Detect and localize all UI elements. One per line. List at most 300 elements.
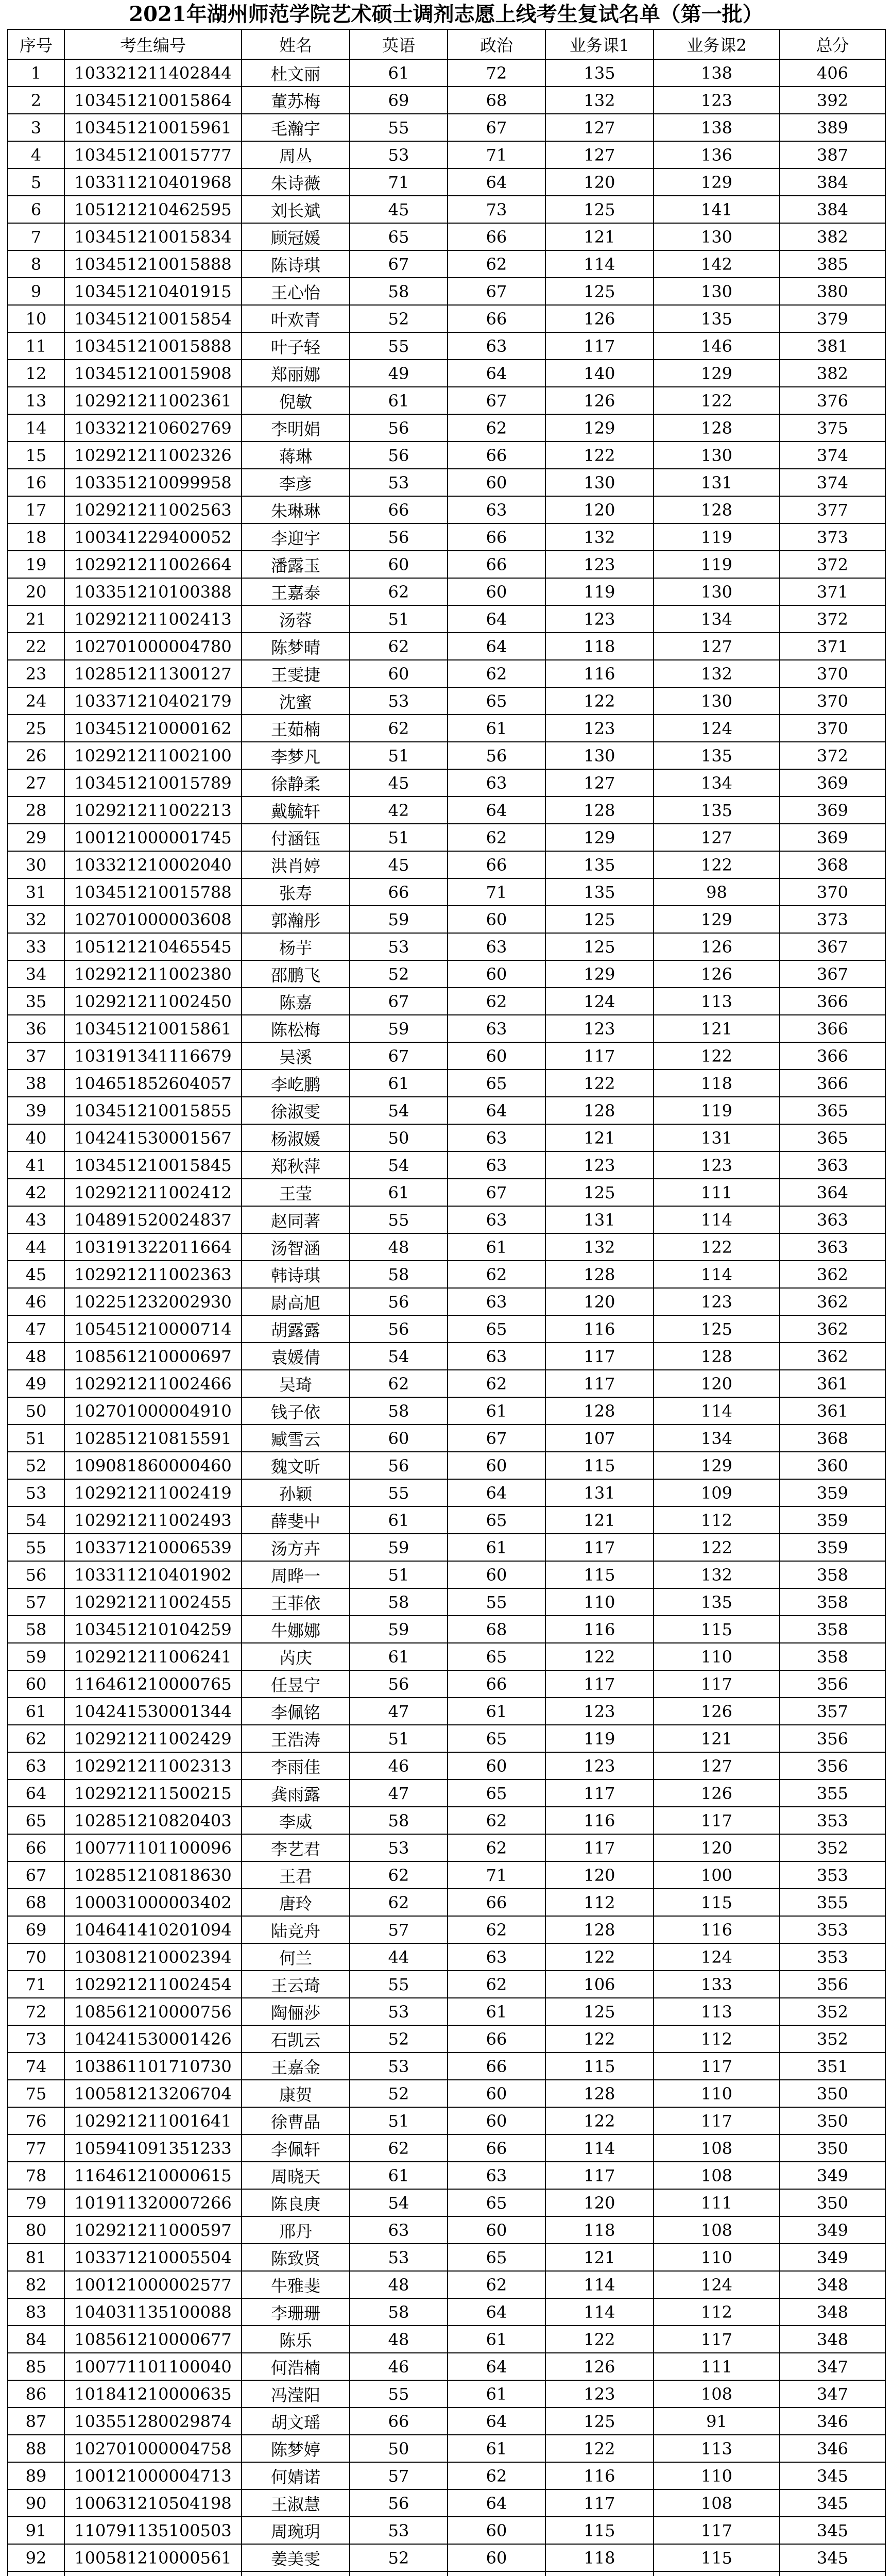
cell-seq: 84: [8, 2326, 64, 2353]
cell-subject-1: 116: [545, 1616, 654, 1643]
cell-english: 58: [350, 278, 448, 305]
cell-exam-number: 103451210015789: [64, 769, 242, 796]
cell-seq: 34: [8, 960, 64, 988]
cell-politics: 68: [448, 1616, 545, 1643]
cell-exam-number: 103371210402179: [64, 687, 242, 715]
cell-subject-2: 135: [654, 305, 780, 332]
cell-english: 60: [350, 551, 448, 578]
cell-name: 蒋琳: [242, 442, 350, 469]
cell-politics: 66: [448, 851, 545, 878]
table-row: [8, 1261, 885, 1288]
cell-total: 346: [780, 2408, 885, 2435]
cell-name: 朱诗薇: [242, 168, 350, 196]
cell-subject-2: 113: [654, 988, 780, 1015]
cell-total: 371: [780, 633, 885, 660]
cell-politics: 64: [448, 168, 545, 196]
cell-seq: 76: [8, 2107, 64, 2134]
cell-english: 47: [350, 1698, 448, 1725]
cell-seq: 17: [8, 496, 64, 523]
cell-politics: 62: [448, 2462, 545, 2489]
table-row: [8, 1616, 885, 1643]
cell-subject-2: 130: [654, 223, 780, 250]
cell-name: 王淑慧: [242, 2489, 350, 2517]
table-row: [8, 1179, 885, 1206]
table-row: [8, 1015, 885, 1042]
cell-name: 李佩铭: [242, 1698, 350, 1725]
cell-total: 368: [780, 1425, 885, 1452]
cell-subject-2: 136: [654, 141, 780, 168]
cell-subject-2: 122: [654, 1042, 780, 1070]
cell-exam-number: 102921211002454: [64, 1971, 242, 1998]
cell-name: 何浩楠: [242, 2353, 350, 2380]
cell-total: 389: [780, 114, 885, 141]
cell-total: 359: [780, 1506, 885, 1534]
cell-total: 371: [780, 578, 885, 605]
cell-subject-1: 125: [545, 906, 654, 933]
cell-subject-2: 134: [654, 769, 780, 796]
cell-politics: 66: [448, 523, 545, 551]
cell-english: 61: [350, 1179, 448, 1206]
cell-seq: 68: [8, 1889, 64, 1916]
cell-english: 52: [350, 960, 448, 988]
cell-politics: 65: [448, 687, 545, 715]
cell-exam-number: 103451210015888: [64, 250, 242, 278]
cell-exam-number: 101911320007266: [64, 2189, 242, 2216]
cell-politics: 65: [448, 1070, 545, 1097]
cell-english: 45: [350, 851, 448, 878]
cell-politics: 72: [448, 59, 545, 87]
cell-subject-1: 128: [545, 796, 654, 824]
cell-subject-2: [654, 2571, 780, 2576]
header-subject-1: 业务课1: [545, 29, 654, 59]
cell-subject-2: 132: [654, 1561, 780, 1588]
cell-exam-number: 102921211001641: [64, 2107, 242, 2134]
cell-total: 350: [780, 2134, 885, 2162]
cell-exam-number: 104031135100088: [64, 2298, 242, 2326]
cell-name: 董苏梅: [242, 87, 350, 114]
cell-total: 364: [780, 1179, 885, 1206]
cell-exam-number: 100121000002577: [64, 2271, 242, 2298]
cell-total: 375: [780, 414, 885, 442]
cell-exam-number: 102921211002429: [64, 1725, 242, 1752]
cell-total: 358: [780, 1588, 885, 1616]
cell-subject-1: 120: [545, 496, 654, 523]
cell-subject-2: 117: [654, 2107, 780, 2134]
table-row: [8, 1943, 885, 1971]
table-row: [8, 1780, 885, 1807]
table-row: [8, 1752, 885, 1780]
cell-name: 李雨佳: [242, 1752, 350, 1780]
table-row: [8, 1370, 885, 1397]
cell-name: 牛娜娜: [242, 1616, 350, 1643]
cell-english: 62: [350, 633, 448, 660]
cell-seq: 70: [8, 1943, 64, 1971]
cell-politics: 66: [448, 2053, 545, 2080]
cell-exam-number: 102921211002664: [64, 551, 242, 578]
cell-exam-number: 103351210100388: [64, 578, 242, 605]
cell-exam-number: 100121000001745: [64, 824, 242, 851]
cell-english: 44: [350, 1943, 448, 1971]
cell-subject-1: 110: [545, 1588, 654, 1616]
cell-subject-2: 128: [654, 414, 780, 442]
cell-english: 62: [350, 1889, 448, 1916]
cell-seq: 8: [8, 250, 64, 278]
cell-subject-1: 132: [545, 523, 654, 551]
table-row: [8, 1452, 885, 1479]
cell-english: 66: [350, 496, 448, 523]
cell-total: 347: [780, 2380, 885, 2408]
cell-english: 58: [350, 1807, 448, 1834]
cell-exam-number: 103351210099958: [64, 469, 242, 496]
cell-politics: 60: [448, 906, 545, 933]
table-row: [8, 1288, 885, 1315]
cell-total: 365: [780, 1097, 885, 1124]
cell-name: 杜文丽: [242, 59, 350, 87]
cell-subject-2: 117: [654, 2326, 780, 2353]
cell-name: 郑秋萍: [242, 1151, 350, 1179]
cell-english: 57: [350, 2462, 448, 2489]
cell-politics: 60: [448, 1042, 545, 1070]
cell-name: 周晔一: [242, 1561, 350, 1588]
cell-exam-number: 102851211300127: [64, 660, 242, 687]
cell-subject-1: 128: [545, 1397, 654, 1425]
cell-english: 58: [350, 1397, 448, 1425]
cell-english: 59: [350, 1534, 448, 1561]
table-row: [8, 988, 885, 1015]
cell-exam-number: 102921211002380: [64, 960, 242, 988]
cell-subject-2: 128: [654, 496, 780, 523]
cell-total: 352: [780, 1998, 885, 2025]
cell-exam-number: 108561210000756: [64, 1998, 242, 2025]
cell-subject-2: 108: [654, 2380, 780, 2408]
cell-exam-number: 103451210401915: [64, 278, 242, 305]
cell-total: 350: [780, 2107, 885, 2134]
cell-seq: 3: [8, 114, 64, 141]
cell-english: 63: [350, 2216, 448, 2244]
cell-subject-1: 117: [545, 2489, 654, 2517]
table-row: [8, 223, 885, 250]
cell-total: 370: [780, 878, 885, 906]
table-row: [8, 360, 885, 387]
cell-subject-2: 123: [654, 87, 780, 114]
cell-total: [780, 2571, 885, 2576]
cell-english: 62: [350, 715, 448, 742]
header-english: 英语: [350, 29, 448, 59]
cell-exam-number: 108561210000677: [64, 2326, 242, 2353]
cell-subject-1: 130: [545, 469, 654, 496]
cell-politics: 65: [448, 2244, 545, 2271]
cell-politics: 60: [448, 2080, 545, 2107]
cell-total: 369: [780, 769, 885, 796]
table-row: [8, 1971, 885, 1998]
cell-subject-1: 128: [545, 1261, 654, 1288]
cell-subject-2: 130: [654, 442, 780, 469]
cell-seq: 38: [8, 1070, 64, 1097]
header-exam-number: 考生编号: [64, 29, 242, 59]
cell-name: 陈良庚: [242, 2189, 350, 2216]
cell-seq: 63: [8, 1752, 64, 1780]
cell-english: 56: [350, 414, 448, 442]
cell-subject-1: 126: [545, 387, 654, 414]
cell-english: 66: [350, 2408, 448, 2435]
cell-subject-1: 132: [545, 1233, 654, 1261]
cell-subject-2: 134: [654, 605, 780, 633]
cell-exam-number: 109081860000460: [64, 1452, 242, 1479]
cell-subject-1: 114: [545, 250, 654, 278]
cell-politics: 63: [448, 332, 545, 360]
table-row: [8, 1698, 885, 1725]
cell-name: 倪敏: [242, 387, 350, 414]
cell-subject-2: 134: [654, 1425, 780, 1452]
cell-total: 355: [780, 1780, 885, 1807]
cell-name: 胡露露: [242, 1315, 350, 1343]
table-row: [8, 87, 885, 114]
cell-name: 任昱宁: [242, 1670, 350, 1698]
cell-seq: 48: [8, 1343, 64, 1370]
cell-seq: 60: [8, 1670, 64, 1698]
cell-exam-number: 103551280029874: [64, 2408, 242, 2435]
cell-english: 58: [350, 1261, 448, 1288]
cell-english: 50: [350, 2435, 448, 2462]
cell-name: 李威: [242, 1807, 350, 1834]
cell-total: 366: [780, 1070, 885, 1097]
cell-politics: 60: [448, 578, 545, 605]
table-row: [8, 633, 885, 660]
cell-name: 吴溪: [242, 1042, 350, 1070]
table-row: [8, 1479, 885, 1506]
cell-name: 王莹: [242, 1179, 350, 1206]
cell-subject-1: 118: [545, 2216, 654, 2244]
cell-total: 356: [780, 1670, 885, 1698]
cell-total: 346: [780, 2435, 885, 2462]
cell-seq: 9: [8, 278, 64, 305]
table-row: [8, 796, 885, 824]
cell-total: 372: [780, 742, 885, 769]
cell-english: 56: [350, 2489, 448, 2517]
cell-subject-1: 126: [545, 2353, 654, 2380]
cell-subject-2: 127: [654, 633, 780, 660]
cell-total: 348: [780, 2326, 885, 2353]
cell-seq: 89: [8, 2462, 64, 2489]
cell-english: 62: [350, 578, 448, 605]
cell-subject-1: 122: [545, 2107, 654, 2134]
cell-politics: 63: [448, 2162, 545, 2189]
cell-subject-1: 125: [545, 196, 654, 223]
cell-subject-1: 125: [545, 278, 654, 305]
cell-subject-1: 117: [545, 1343, 654, 1370]
cell-english: 60: [350, 660, 448, 687]
cell-seq: 52: [8, 1452, 64, 1479]
cell-subject-2: 124: [654, 715, 780, 742]
cell-politics: 64: [448, 796, 545, 824]
cell-total: 406: [780, 59, 885, 87]
cell-english: 61: [350, 387, 448, 414]
cell-seq: 39: [8, 1097, 64, 1124]
cell-total: 370: [780, 687, 885, 715]
cell-name: 李明娟: [242, 414, 350, 442]
cell-total: 384: [780, 168, 885, 196]
table-row: [8, 196, 885, 223]
cell-exam-number: 104241530001426: [64, 2025, 242, 2053]
cell-english: 71: [350, 168, 448, 196]
cell-subject-1: 115: [545, 2517, 654, 2544]
cell-subject-1: 123: [545, 715, 654, 742]
cell-subject-2: 119: [654, 1097, 780, 1124]
cell-english: 56: [350, 442, 448, 469]
table-row: [8, 605, 885, 633]
cell-total: 377: [780, 496, 885, 523]
cell-name: 牛雅斐: [242, 2271, 350, 2298]
cell-subject-2: 131: [654, 469, 780, 496]
cell-politics: 60: [448, 2216, 545, 2244]
cell-name: 王心怡: [242, 278, 350, 305]
cell-english: 55: [350, 332, 448, 360]
cell-exam-number: 102701000003608: [64, 906, 242, 933]
cell-exam-number: 116461210000615: [64, 2162, 242, 2189]
cell-english: 61: [350, 1506, 448, 1534]
cell-seq: 72: [8, 1998, 64, 2025]
header-seq: 序号: [8, 29, 64, 59]
cell-seq: 18: [8, 523, 64, 551]
cell-name: 戴毓轩: [242, 796, 350, 824]
cell-english: 48: [350, 2326, 448, 2353]
cell-name: 何兰: [242, 1943, 350, 1971]
cell-politics: 61: [448, 1233, 545, 1261]
cell-subject-1: 123: [545, 605, 654, 633]
cell-seq: 92: [8, 2544, 64, 2571]
cell-seq: 69: [8, 1916, 64, 1943]
cell-name: 潘露玉: [242, 551, 350, 578]
cell-english: 53: [350, 2053, 448, 2080]
cell-english: 52: [350, 2544, 448, 2571]
cell-total: 366: [780, 1042, 885, 1070]
cell-seq: 42: [8, 1179, 64, 1206]
cell-seq: 35: [8, 988, 64, 1015]
cell-name: 王嘉金: [242, 2053, 350, 2080]
cell-politics: 60: [448, 2517, 545, 2544]
cell-english: 54: [350, 1097, 448, 1124]
cell-subject-2: 123: [654, 1151, 780, 1179]
cell-total: 381: [780, 332, 885, 360]
cell-subject-1: 122: [545, 2435, 654, 2462]
cell-politics: [448, 2571, 545, 2576]
cell-politics: 62: [448, 988, 545, 1015]
table-row: [8, 168, 885, 196]
cell-subject-1: 112: [545, 1889, 654, 1916]
cell-politics: 62: [448, 1916, 545, 1943]
cell-name: 郑丽娜: [242, 360, 350, 387]
cell-seq: 25: [8, 715, 64, 742]
cell-seq: 79: [8, 2189, 64, 2216]
cell-subject-2: 123: [654, 1288, 780, 1315]
cell-subject-2: 129: [654, 906, 780, 933]
cell-politics: 64: [448, 1097, 545, 1124]
cell-politics: 63: [448, 1343, 545, 1370]
cell-politics: 67: [448, 387, 545, 414]
cell-english: 69: [350, 87, 448, 114]
cell-name: 李迎宇: [242, 523, 350, 551]
cell-exam-number: 110791135100503: [64, 2517, 242, 2544]
cell-name: 孙颖: [242, 1479, 350, 1506]
candidate-table: [7, 29, 886, 2576]
cell-exam-number: 100771101100096: [64, 1834, 242, 1861]
table-row: [8, 1233, 885, 1261]
cell-seq: 26: [8, 742, 64, 769]
cell-total: 362: [780, 1343, 885, 1370]
cell-subject-1: 118: [545, 2544, 654, 2571]
cell-total: 373: [780, 906, 885, 933]
cell-exam-number: 100771101100040: [64, 2353, 242, 2380]
cell-exam-number: 102701000004910: [64, 1397, 242, 1425]
cell-subject-1: 117: [545, 1370, 654, 1397]
table-row: [8, 769, 885, 796]
cell-name: 陈致贤: [242, 2244, 350, 2271]
cell-subject-1: 115: [545, 1561, 654, 1588]
cell-name: 邵鹏飞: [242, 960, 350, 988]
cell-subject-1: 125: [545, 933, 654, 960]
cell-name: 沈蜜: [242, 687, 350, 715]
cell-english: 55: [350, 1206, 448, 1233]
cell-politics: 60: [448, 1452, 545, 1479]
cell-english: 62: [350, 1370, 448, 1397]
cell-subject-1: 135: [545, 59, 654, 87]
cell-subject-2: 128: [654, 1343, 780, 1370]
cell-name: 叶子轻: [242, 332, 350, 360]
cell-total: 373: [780, 523, 885, 551]
cell-total: 353: [780, 1943, 885, 1971]
table-row: [8, 1206, 885, 1233]
cell-exam-number: 102921211500215: [64, 1780, 242, 1807]
cell-subject-1: 125: [545, 1179, 654, 1206]
cell-subject-2: 112: [654, 2025, 780, 2053]
cell-seq: 91: [8, 2517, 64, 2544]
cell-total: 367: [780, 960, 885, 988]
cell-name: 汤蓉: [242, 605, 350, 633]
cell-subject-2: 135: [654, 742, 780, 769]
table-row: [8, 2162, 885, 2189]
cell-total: 349: [780, 2216, 885, 2244]
cell-exam-number: 103371210006539: [64, 1534, 242, 1561]
cell-subject-2: 131: [654, 1124, 780, 1151]
table-row: [8, 906, 885, 933]
cell-name: 郭瀚彤: [242, 906, 350, 933]
cell-subject-1: 122: [545, 687, 654, 715]
cell-name: [242, 2571, 350, 2576]
cell-total: 382: [780, 360, 885, 387]
cell-seq: 54: [8, 1506, 64, 1534]
table-row: [8, 442, 885, 469]
cell-exam-number: 102921211006241: [64, 1643, 242, 1670]
cell-name: 徐静柔: [242, 769, 350, 796]
cell-subject-1: 117: [545, 1780, 654, 1807]
cell-politics: 62: [448, 250, 545, 278]
cell-politics: 68: [448, 87, 545, 114]
cell-subject-1: 127: [545, 114, 654, 141]
cell-english: 56: [350, 1670, 448, 1698]
cell-exam-number: 102921211002361: [64, 387, 242, 414]
cell-name: 袁媛倩: [242, 1343, 350, 1370]
cell-english: 47: [350, 1780, 448, 1807]
cell-politics: 61: [448, 2326, 545, 2353]
cell-total: 366: [780, 1015, 885, 1042]
cell-total: 345: [780, 2489, 885, 2517]
cell-total: 345: [780, 2517, 885, 2544]
cell-subject-1: 122: [545, 1070, 654, 1097]
cell-seq: 16: [8, 469, 64, 496]
cell-total: 370: [780, 660, 885, 687]
cell-seq: 1: [8, 59, 64, 87]
cell-politics: 61: [448, 1397, 545, 1425]
